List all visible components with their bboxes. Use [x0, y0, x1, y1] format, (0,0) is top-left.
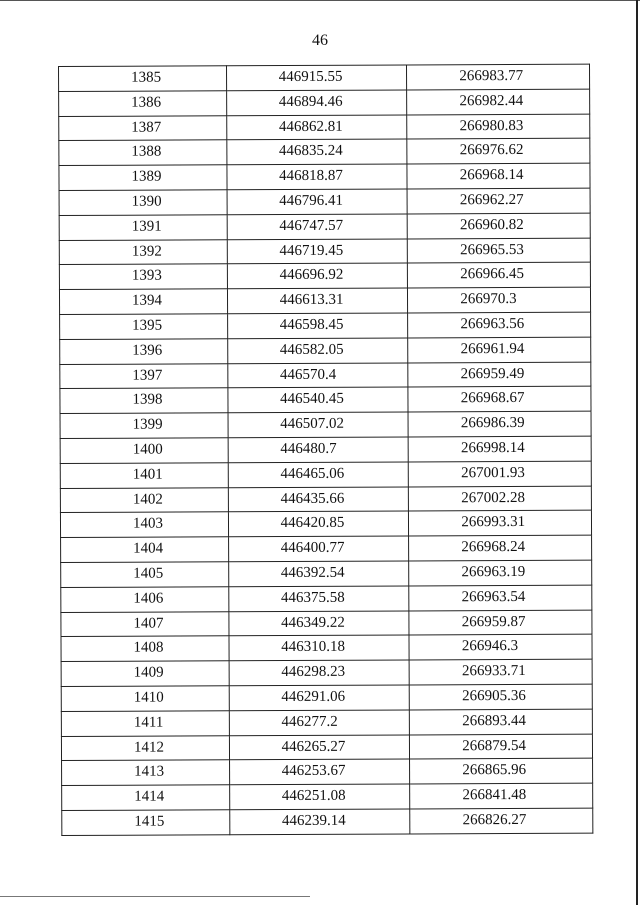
y-coordinate-cell: 266968.14 — [407, 163, 590, 189]
y-coordinate-cell: 266962.27 — [407, 188, 590, 214]
x-coordinate-cell: 446598.45 — [227, 313, 408, 339]
table-row — [60, 411, 591, 438]
x-coordinate-cell: 446796.41 — [227, 189, 408, 215]
page-right-edge — [636, 0, 638, 905]
point-number-cell: 1397 — [60, 363, 228, 389]
point-number-cell: 1405 — [61, 562, 229, 588]
x-coordinate-cell: 446507.02 — [228, 412, 409, 438]
table-row — [61, 535, 592, 562]
coordinates-table — [58, 64, 593, 836]
y-coordinate-cell: 266980.83 — [407, 114, 590, 140]
y-coordinate-cell: 266968.67 — [408, 387, 591, 413]
x-coordinate-cell: 446613.31 — [227, 288, 408, 314]
x-coordinate-cell: 446582.05 — [227, 338, 408, 364]
y-coordinate-cell: 266968.24 — [409, 535, 592, 561]
table-row — [60, 337, 591, 364]
y-coordinate-cell: 266966.45 — [408, 263, 591, 289]
y-coordinate-cell: 266976.62 — [407, 139, 590, 165]
table-row — [59, 114, 590, 141]
table-row — [59, 213, 590, 240]
point-number-cell: 1386 — [59, 91, 227, 117]
y-coordinate-cell: 266998.14 — [408, 436, 591, 462]
x-coordinate-cell: 446277.2 — [229, 710, 410, 736]
table-row — [61, 709, 592, 736]
point-number-cell: 1414 — [62, 785, 230, 811]
point-number-cell: 1408 — [61, 636, 229, 662]
table-row — [61, 684, 592, 711]
y-coordinate-cell: 266959.49 — [408, 362, 591, 388]
point-number-cell: 1409 — [61, 661, 229, 687]
y-coordinate-cell: 266963.54 — [409, 585, 592, 611]
y-coordinate-cell: 266865.96 — [410, 758, 593, 784]
page-top-edge — [0, 0, 640, 1]
x-coordinate-cell: 446291.06 — [229, 685, 410, 711]
point-number-cell: 1393 — [59, 264, 227, 290]
point-number-cell: 1387 — [59, 115, 227, 141]
x-coordinate-cell: 446540.45 — [228, 387, 409, 413]
x-coordinate-cell: 446480.7 — [228, 437, 409, 463]
table-row — [60, 436, 591, 463]
table-row — [61, 635, 592, 662]
y-coordinate-cell: 266933.71 — [409, 659, 592, 685]
x-coordinate-cell: 446392.54 — [228, 561, 409, 587]
table-row — [59, 263, 590, 290]
y-coordinate-cell: 266986.39 — [408, 411, 591, 437]
table-row — [61, 585, 592, 612]
y-coordinate-cell: 266970.3 — [408, 287, 591, 313]
x-coordinate-cell: 446375.58 — [228, 586, 409, 612]
point-number-cell: 1412 — [61, 735, 229, 761]
table-row — [59, 188, 590, 215]
x-coordinate-cell: 446400.77 — [228, 536, 409, 562]
x-coordinate-cell: 446349.22 — [229, 611, 410, 637]
x-coordinate-cell: 446420.85 — [228, 511, 409, 537]
table-row — [62, 783, 593, 810]
point-number-cell: 1390 — [59, 190, 227, 216]
y-coordinate-cell: 266959.87 — [409, 610, 592, 636]
point-number-cell: 1402 — [60, 487, 228, 513]
table-row — [60, 312, 591, 339]
point-number-cell: 1407 — [61, 611, 229, 637]
x-coordinate-cell: 446298.23 — [229, 660, 410, 686]
x-coordinate-cell: 446465.06 — [228, 462, 409, 488]
page-number: 46 — [312, 32, 328, 49]
y-coordinate-cell: 266841.48 — [410, 783, 593, 809]
y-coordinate-cell: 266982.44 — [407, 89, 590, 115]
table-row — [61, 610, 592, 637]
table-row — [61, 734, 592, 761]
y-coordinate-cell: 266965.53 — [408, 238, 591, 264]
x-coordinate-cell: 446253.67 — [229, 759, 410, 785]
y-coordinate-cell: 266963.19 — [409, 560, 592, 586]
table-row — [61, 659, 592, 686]
point-number-cell: 1399 — [60, 413, 228, 439]
x-coordinate-cell: 446719.45 — [227, 239, 408, 265]
point-number-cell: 1413 — [62, 760, 230, 786]
table-row — [60, 387, 591, 414]
y-coordinate-cell: 266826.27 — [410, 808, 593, 834]
y-coordinate-cell: 266983.77 — [407, 64, 590, 90]
y-coordinate-cell: 266905.36 — [410, 684, 593, 710]
point-number-cell: 1391 — [59, 215, 227, 241]
point-number-cell: 1394 — [59, 289, 227, 315]
table-row — [59, 139, 590, 166]
point-number-cell: 1395 — [60, 314, 228, 340]
table-row — [59, 238, 590, 265]
point-number-cell: 1406 — [61, 586, 229, 612]
y-coordinate-cell: 266879.54 — [410, 734, 593, 760]
y-coordinate-cell: 266993.31 — [409, 511, 592, 537]
point-number-cell: 1392 — [59, 239, 227, 265]
point-number-cell: 1388 — [59, 140, 227, 166]
x-coordinate-cell: 446251.08 — [229, 784, 410, 810]
x-coordinate-cell: 446239.14 — [229, 809, 410, 835]
y-coordinate-cell: 266960.82 — [407, 213, 590, 239]
point-number-cell: 1401 — [60, 463, 228, 489]
table-row — [62, 758, 593, 785]
x-coordinate-cell: 446310.18 — [229, 635, 410, 661]
x-coordinate-cell: 446696.92 — [227, 263, 408, 289]
table-row — [59, 64, 590, 91]
y-coordinate-cell: 266961.94 — [408, 337, 591, 363]
y-coordinate-cell: 267002.28 — [409, 486, 592, 512]
x-coordinate-cell: 446862.81 — [226, 115, 407, 141]
table-row — [62, 808, 593, 835]
y-coordinate-cell: 266893.44 — [410, 709, 593, 735]
table-row — [59, 89, 590, 116]
point-number-cell: 1385 — [59, 66, 227, 92]
x-coordinate-cell: 446894.46 — [226, 90, 407, 116]
x-coordinate-cell: 446818.87 — [227, 164, 408, 190]
table-row — [60, 486, 591, 513]
point-number-cell: 1411 — [61, 710, 229, 736]
point-number-cell: 1389 — [59, 165, 227, 191]
table-row — [60, 362, 591, 389]
table-row — [59, 287, 590, 314]
point-number-cell: 1415 — [62, 810, 230, 836]
table-row — [60, 511, 591, 538]
x-coordinate-cell: 446265.27 — [229, 734, 410, 760]
table-row — [61, 560, 592, 587]
x-coordinate-cell: 446747.57 — [227, 214, 408, 240]
y-coordinate-cell: 266963.56 — [408, 312, 591, 338]
bottom-rule — [0, 896, 310, 897]
point-number-cell: 1410 — [61, 686, 229, 712]
point-number-cell: 1400 — [60, 438, 228, 464]
point-number-cell: 1404 — [61, 537, 229, 563]
y-coordinate-cell: 267001.93 — [409, 461, 592, 487]
x-coordinate-cell: 446435.66 — [228, 487, 409, 513]
x-coordinate-cell: 446915.55 — [226, 65, 407, 91]
table-row — [60, 461, 591, 488]
point-number-cell: 1403 — [60, 512, 228, 538]
x-coordinate-cell: 446835.24 — [226, 139, 407, 165]
coordinates-table-body — [59, 64, 593, 835]
y-coordinate-cell: 266946.3 — [409, 635, 592, 661]
x-coordinate-cell: 446570.4 — [227, 363, 408, 389]
point-number-cell: 1396 — [60, 339, 228, 365]
table-row — [59, 163, 590, 190]
point-number-cell: 1398 — [60, 388, 228, 414]
